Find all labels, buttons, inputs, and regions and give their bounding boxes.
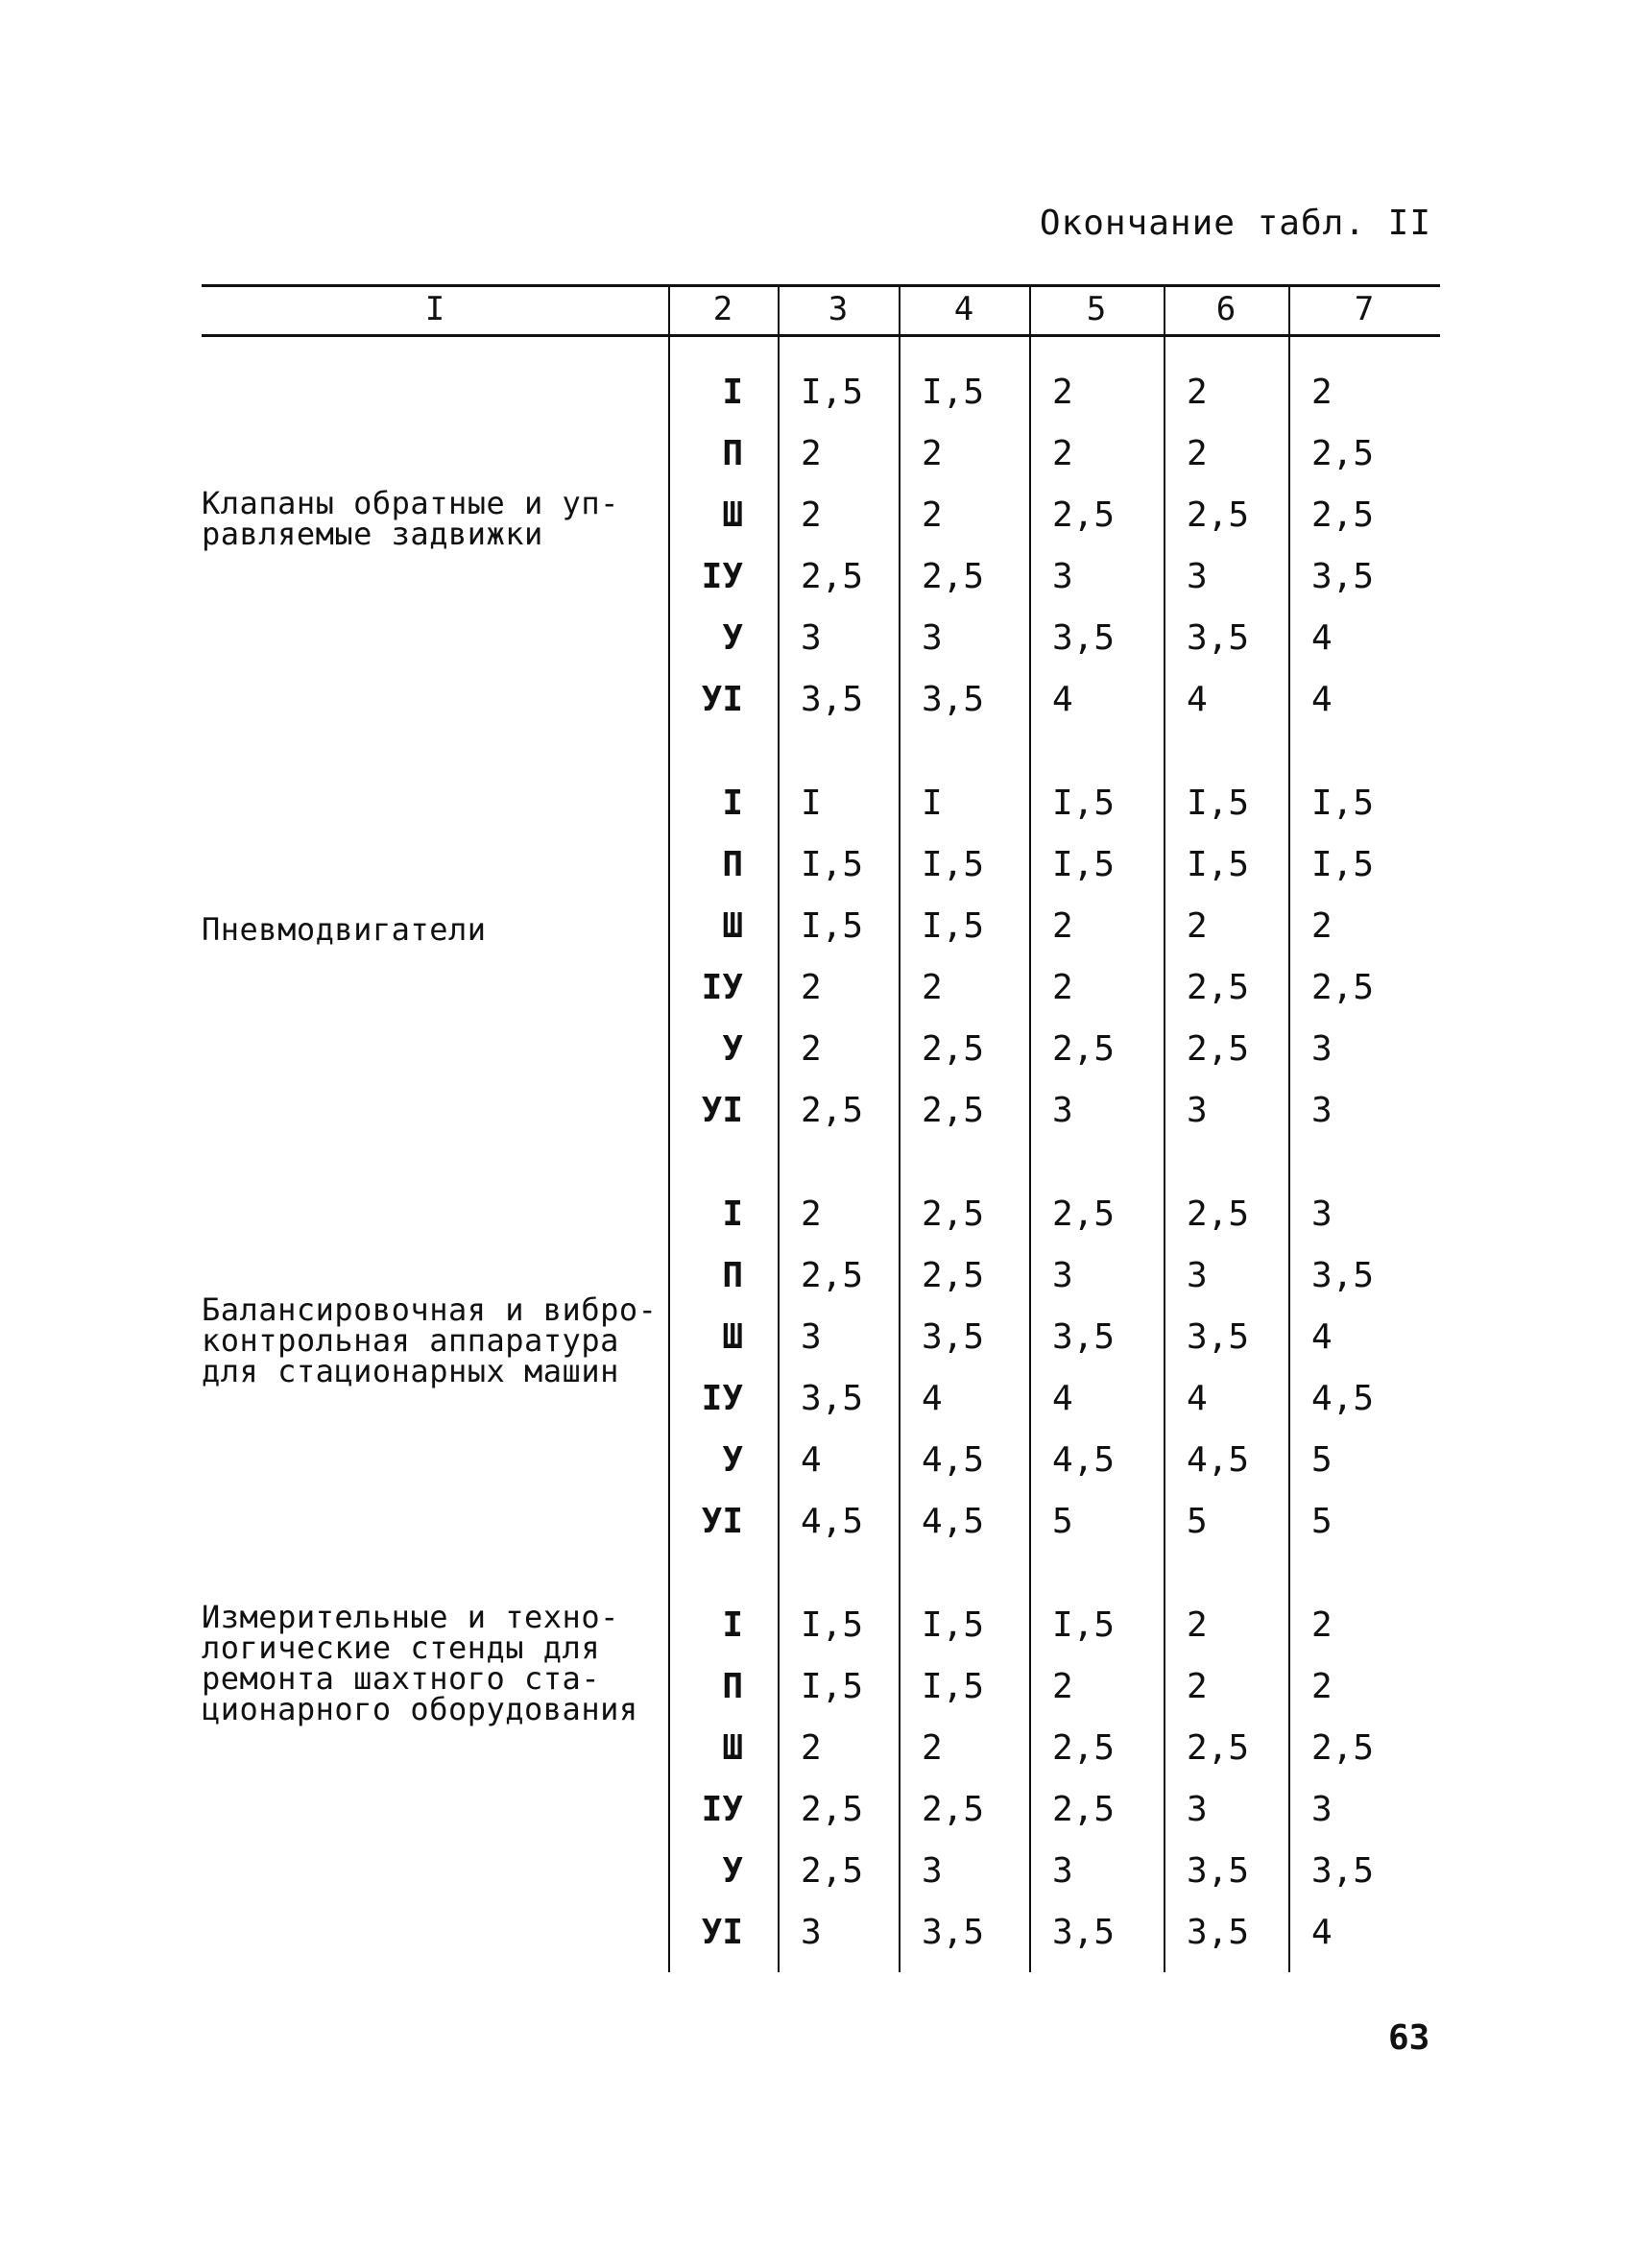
table-group [202, 1594, 1440, 1963]
value-cell: 3 [1311, 1090, 1333, 1130]
value-cell: 3,5 [1187, 1316, 1250, 1357]
value-cell: 3,5 [1052, 1316, 1116, 1357]
value-cell: 3 [1052, 1850, 1073, 1891]
value-cell: 2 [1052, 905, 1073, 946]
table-row [202, 1655, 1440, 1717]
value-cell: 2,5 [801, 1850, 864, 1891]
table-caption: Окончание табл. II [1039, 204, 1431, 243]
value-cell: 3 [922, 617, 943, 658]
value-cell: 2,5 [922, 556, 985, 596]
value-cell: 2,5 [922, 1028, 985, 1069]
value-cell: 3,5 [922, 1316, 985, 1357]
table-row [202, 1079, 1440, 1141]
group-name: Пневмодвигатели [202, 911, 487, 948]
value-cell: 2,5 [1187, 1028, 1250, 1069]
value-cell: 4,5 [1311, 1378, 1375, 1418]
value-cell: I,5 [1187, 844, 1250, 884]
table-row [202, 1244, 1440, 1306]
value-cell: 2,5 [1187, 1727, 1250, 1768]
value-cell: 2,5 [922, 1789, 985, 1829]
value-cell: 2,5 [801, 1255, 864, 1295]
class-cell: IУ [701, 967, 743, 1007]
value-cell: 2 [801, 1028, 822, 1069]
value-cell: 4 [1311, 1912, 1333, 1952]
value-cell: 3,5 [1052, 617, 1116, 658]
table-group [202, 772, 1440, 1141]
value-cell: 4 [1187, 679, 1208, 719]
value-cell: 3,5 [1187, 1850, 1250, 1891]
table-row [202, 1306, 1440, 1367]
table-row [202, 1429, 1440, 1490]
class-cell: П [722, 1666, 743, 1706]
value-cell: I,5 [922, 1666, 985, 1706]
class-cell: УI [701, 679, 743, 719]
value-cell: 4 [1187, 1378, 1208, 1418]
value-cell: 5 [1052, 1501, 1073, 1541]
value-cell: 2,5 [1311, 433, 1375, 473]
value-cell: 3,5 [1052, 1912, 1116, 1952]
value-cell: 2,5 [1187, 967, 1250, 1007]
value-cell: 3 [1052, 1255, 1073, 1295]
column-divider [668, 286, 670, 1972]
value-cell: 2 [1052, 1666, 1073, 1706]
value-cell: 3 [1187, 1789, 1208, 1829]
value-cell: 3,5 [922, 1912, 985, 1952]
value-cell: 3,5 [922, 679, 985, 719]
value-cell: I,5 [801, 905, 864, 946]
class-cell: Ш [722, 905, 743, 946]
value-cell: 2,5 [1187, 1194, 1250, 1234]
table-row [202, 1490, 1440, 1552]
value-cell: 2,5 [801, 1789, 864, 1829]
header-cell: 7 [1354, 290, 1375, 328]
value-cell: 2,5 [1052, 1727, 1116, 1768]
value-cell: I,5 [801, 1666, 864, 1706]
class-cell: I [722, 1604, 743, 1645]
class-cell: Ш [722, 1316, 743, 1357]
value-cell: 2 [1052, 967, 1073, 1007]
class-cell: УI [701, 1501, 743, 1541]
value-cell: 3 [1311, 1789, 1333, 1829]
table-row [202, 956, 1440, 1018]
value-cell: 2,5 [801, 556, 864, 596]
class-cell: У [722, 1028, 743, 1069]
table-row [202, 668, 1440, 730]
value-cell: I,5 [1311, 783, 1375, 823]
value-cell: 2 [1052, 433, 1073, 473]
column-divider [899, 286, 901, 1972]
value-cell: 2 [1311, 372, 1333, 412]
table-row [202, 361, 1440, 422]
class-cell: У [722, 617, 743, 658]
value-cell: 2 [1311, 1666, 1333, 1706]
table-row [202, 545, 1440, 607]
value-cell: 3 [1052, 556, 1073, 596]
column-divider [1029, 286, 1031, 1972]
value-cell: 2,5 [922, 1194, 985, 1234]
header-cell: I [424, 290, 445, 328]
value-cell: I,5 [922, 844, 985, 884]
value-cell: 2 [922, 433, 943, 473]
value-cell: 3 [801, 1316, 822, 1357]
value-cell: 2,5 [1052, 1028, 1116, 1069]
value-cell: 2 [1311, 1604, 1333, 1645]
value-cell: 3 [1187, 1090, 1208, 1130]
value-cell: 3,5 [1311, 1255, 1375, 1295]
value-cell: 2 [1187, 1604, 1208, 1645]
class-cell: П [722, 844, 743, 884]
class-cell: УI [701, 1912, 743, 1952]
value-cell: 4 [1311, 679, 1333, 719]
table-header-rule [202, 334, 1440, 337]
value-cell: 2 [1187, 433, 1208, 473]
value-cell: I [801, 783, 822, 823]
value-cell: 3,5 [801, 1378, 864, 1418]
group-name: Измерительные и техно- логические стенды для ремонта шахтного ста- ционарного оборудования [202, 1599, 638, 1727]
value-cell: 2 [1311, 905, 1333, 946]
value-cell: 2,5 [1052, 1194, 1116, 1234]
value-cell: 2,5 [1052, 495, 1116, 535]
class-cell: IУ [701, 556, 743, 596]
value-cell: 2,5 [1311, 1727, 1375, 1768]
table-group [202, 1183, 1440, 1552]
value-cell: 3,5 [1311, 556, 1375, 596]
table-row [202, 1901, 1440, 1963]
table-row [202, 1018, 1440, 1079]
value-cell: I [922, 783, 943, 823]
value-cell: 4,5 [801, 1501, 864, 1541]
table-group [202, 361, 1440, 730]
header-cell: 6 [1215, 290, 1237, 328]
value-cell: 5 [1311, 1439, 1333, 1480]
class-cell: Ш [722, 1727, 743, 1768]
table-row [202, 1717, 1440, 1778]
table-row [202, 772, 1440, 833]
value-cell: 2 [922, 1727, 943, 1768]
value-cell: I,5 [801, 844, 864, 884]
group-name: Балансировочная и вибро- контрольная аппаратура для стационарных машин [202, 1291, 658, 1389]
value-cell: 2,5 [1311, 495, 1375, 535]
class-cell: УI [701, 1090, 743, 1130]
value-cell: 3 [1187, 1255, 1208, 1295]
page-number: 63 [1388, 2018, 1430, 2058]
value-cell: 3 [922, 1850, 943, 1891]
value-cell: 2 [801, 495, 822, 535]
value-cell: 2,5 [922, 1255, 985, 1295]
table-row [202, 895, 1440, 956]
value-cell: I,5 [1052, 844, 1116, 884]
value-cell: I,5 [922, 905, 985, 946]
class-cell: I [722, 783, 743, 823]
table-row [202, 607, 1440, 668]
value-cell: 3,5 [1311, 1850, 1375, 1891]
value-cell: 3 [1187, 556, 1208, 596]
value-cell: I,5 [1311, 844, 1375, 884]
value-cell: 2 [801, 967, 822, 1007]
class-cell: I [722, 1194, 743, 1234]
class-cell: IУ [701, 1378, 743, 1418]
value-cell: 4,5 [1052, 1439, 1116, 1480]
value-cell: 4,5 [922, 1439, 985, 1480]
class-cell: IУ [701, 1789, 743, 1829]
column-divider [1164, 286, 1165, 1972]
value-cell: 3 [1052, 1090, 1073, 1130]
value-cell: 3 [1311, 1194, 1333, 1234]
value-cell: 4 [801, 1439, 822, 1480]
value-cell: 2,5 [1311, 967, 1375, 1007]
table-row [202, 1594, 1440, 1655]
value-cell: 3,5 [1187, 617, 1250, 658]
header-cell: 2 [712, 290, 733, 328]
value-cell: I,5 [922, 372, 985, 412]
table-header [202, 284, 1440, 334]
table-row [202, 484, 1440, 545]
value-cell: 2,5 [922, 1090, 985, 1130]
value-cell: I,5 [801, 372, 864, 412]
header-cell: 3 [828, 290, 849, 328]
value-cell: 2 [1187, 372, 1208, 412]
value-cell: I,5 [1052, 1604, 1116, 1645]
value-cell: 2 [1052, 372, 1073, 412]
value-cell: I,5 [1187, 783, 1250, 823]
value-cell: 4 [922, 1378, 943, 1418]
header-cell: 5 [1086, 290, 1107, 328]
value-cell: 2 [1187, 905, 1208, 946]
group-name: Клапаны обратные и уп- равляемые задвижки [202, 485, 619, 552]
class-cell: П [722, 1255, 743, 1295]
value-cell: 5 [1187, 1501, 1208, 1541]
value-cell: 4,5 [922, 1501, 985, 1541]
class-cell: П [722, 433, 743, 473]
value-cell: 2 [922, 967, 943, 1007]
value-cell: 3 [1311, 1028, 1333, 1069]
table-row [202, 1778, 1440, 1840]
column-divider [778, 286, 780, 1972]
table-row [202, 1840, 1440, 1901]
column-divider [1288, 286, 1290, 1972]
value-cell: I,5 [922, 1604, 985, 1645]
value-cell: 2,5 [1187, 495, 1250, 535]
value-cell: 3 [801, 617, 822, 658]
class-cell: Ш [722, 495, 743, 535]
value-cell: 2 [801, 1194, 822, 1234]
value-cell: 4 [1311, 617, 1333, 658]
header-cell: 4 [953, 290, 974, 328]
value-cell: I,5 [1052, 783, 1116, 823]
value-cell: I,5 [801, 1604, 864, 1645]
table-row [202, 1367, 1440, 1429]
table-row [202, 422, 1440, 484]
value-cell: 2 [801, 433, 822, 473]
value-cell: 3 [801, 1912, 822, 1952]
value-cell: 4 [1052, 1378, 1073, 1418]
value-cell: 2,5 [801, 1090, 864, 1130]
value-cell: 2 [801, 1727, 822, 1768]
table-row [202, 1183, 1440, 1244]
class-cell: I [722, 372, 743, 412]
value-cell: 2,5 [1052, 1789, 1116, 1829]
value-cell: 3,5 [801, 679, 864, 719]
value-cell: 4 [1311, 1316, 1333, 1357]
value-cell: 5 [1311, 1501, 1333, 1541]
value-cell: 4,5 [1187, 1439, 1250, 1480]
value-cell: 4 [1052, 679, 1073, 719]
table-row [202, 833, 1440, 895]
class-cell: У [722, 1850, 743, 1891]
value-cell: 3,5 [1187, 1912, 1250, 1952]
value-cell: 2 [922, 495, 943, 535]
class-cell: У [722, 1439, 743, 1480]
value-cell: 2 [1187, 1666, 1208, 1706]
